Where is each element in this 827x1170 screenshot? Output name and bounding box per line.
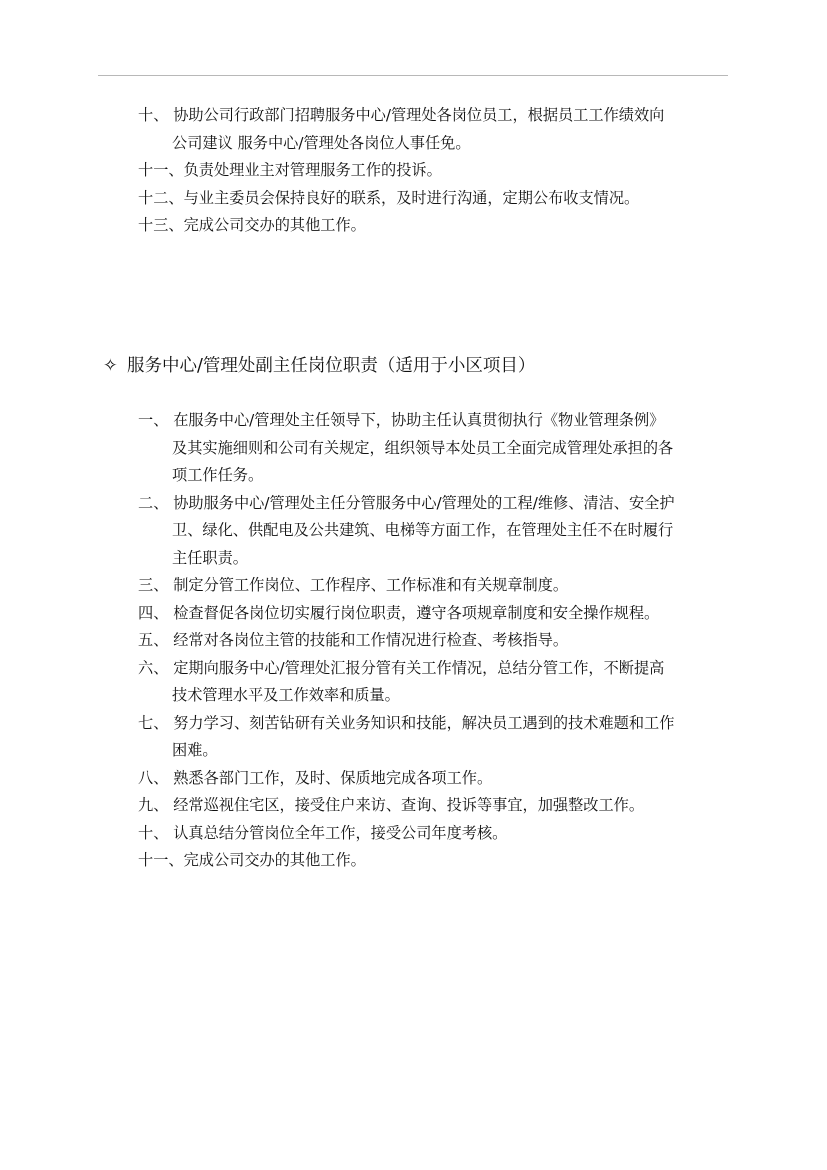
item-text: 二、 协助服务中心/管理处主任分管服务中心/管理处的工程/维修、清洁、安全护 bbox=[138, 493, 675, 512]
list-item bbox=[138, 655, 675, 710]
list-item bbox=[138, 157, 664, 185]
item-text: 八、 熟悉各部门工作，及时、保质地完成各项工作。 bbox=[138, 768, 493, 787]
section-heading bbox=[103, 352, 535, 380]
item-text: 十一、完成公司交办的其他工作。 bbox=[138, 851, 366, 869]
list-item bbox=[138, 600, 675, 628]
list-item bbox=[138, 102, 664, 157]
item-text: 七、 努力学习、刻苦钻研有关业务知识和技能，解决员工遇到的技术难题和工作 bbox=[138, 713, 675, 732]
section-heading-text: 服务中心/管理处副主任岗位职责（适用于小区项目） bbox=[127, 356, 536, 376]
list-item bbox=[138, 407, 675, 490]
item-text: 一、 在服务中心/管理处主任领导下，协助主任认真贯彻执行《物业管理条例》 bbox=[138, 411, 665, 429]
item-text: 十二、与业主委员会保持良好的联系，及时进行沟通，定期公布收支情况。 bbox=[138, 188, 640, 207]
item-text: 四、 检查督促各岗位切实履行岗位职责，遵守各项规章制度和安全操作规程。 bbox=[138, 603, 660, 622]
list-item bbox=[138, 765, 675, 793]
item-text-continued: 卫、绿化、供配电及公共建筑、电梯等方面工作，在管理处主任不在时履行 bbox=[172, 521, 674, 539]
list-item bbox=[138, 627, 675, 655]
item-text-continued: 项工作任务。 bbox=[172, 466, 264, 484]
item-text: 十一、负责处理业主对管理服务工作的投诉。 bbox=[138, 161, 442, 179]
item-text-continued: 技术管理水平及工作效率和质量。 bbox=[172, 686, 400, 704]
item-text: 九、 经常巡视住宅区，接受住户来访、查询、投诉等事宜，加强整改工作。 bbox=[138, 796, 645, 814]
list-item bbox=[138, 490, 675, 573]
list-item bbox=[138, 847, 675, 875]
list-item bbox=[138, 212, 664, 240]
item-text: 十三、完成公司交办的其他工作。 bbox=[138, 216, 366, 234]
item-text: 六、 定期向服务中心/管理处汇报分管有关工作情况，总结分管工作，不断提高 bbox=[138, 658, 665, 677]
item-text-continued: 公司建议 服务中心/管理处各岗位人事任免。 bbox=[172, 133, 471, 152]
diamond-bullet-icon: ✧ bbox=[103, 356, 118, 376]
duty-list bbox=[138, 407, 675, 875]
list-item bbox=[138, 185, 664, 213]
item-text: 三、 制定分管工作岗位、工作程序、工作标准和有关规章制度。 bbox=[138, 576, 569, 594]
item-text: 十、 认真总结分管岗位全年工作，接受公司年度考核。 bbox=[138, 823, 508, 842]
header-rule bbox=[98, 75, 728, 76]
item-text-continued: 及其实施细则和公司有关规定，组织领导本处员工全面完成管理处承担的各 bbox=[172, 438, 674, 457]
list-item bbox=[138, 792, 675, 820]
list-item bbox=[138, 572, 675, 600]
item-text-continued: 困难。 bbox=[172, 741, 218, 759]
duty-list-continued bbox=[138, 102, 664, 240]
list-item bbox=[138, 820, 675, 848]
item-text-continued: 主任职责。 bbox=[172, 548, 248, 567]
item-text: 十、 协助公司行政部门招聘服务中心/管理处各岗位员工，根据员工工作绩效向 bbox=[138, 106, 665, 124]
item-text: 五、 经常对各岗位主管的技能和工作情况进行检查、考核指导。 bbox=[138, 631, 569, 649]
list-item bbox=[138, 710, 675, 765]
